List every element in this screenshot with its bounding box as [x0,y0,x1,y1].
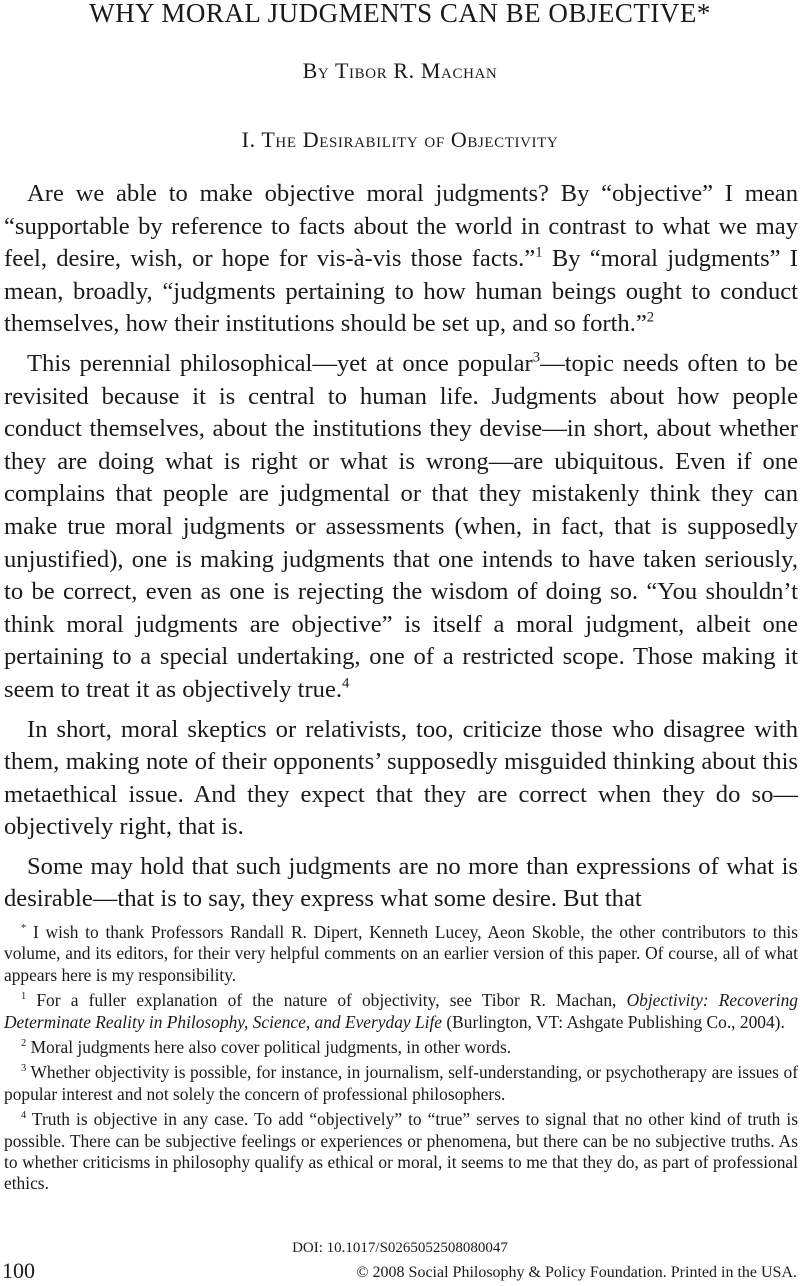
footnote-2-mark: 2 [21,1038,27,1050]
paragraph-2-text-b: —topic needs often to be revisited because it is central to human life. Judgments about how people conduct themselves, about the institutions they devise—in short, about whether they are doing what is right or what is wrong—are ubiquitous. Even if one complains that people are judgmental or that they mistakenly think they can make true moral judgments or assessments (when, in fact, that is supposedly unjustified), one is making judgments that one intends to have taken seriously, to be correct, even as one is rejecting the wisdom of doing so. “You shouldn’t think moral judgments are objective” is itself a moral judgment, albeit one pertaining to a special undertaking, one of a restricted scope. Those making it seem to treat it as objectively true. [4,349,798,703]
paragraph-1-text-b: By “moral judgments” I mean, broadly, “judgments pertaining to how human beings ought to conduct themselves, how their institutions should be set up, and so forth.” [4,245,799,338]
footnote-star-text: I wish to thank Professors Randall R. Dipert, Kenneth Lucey, Aeon Skoble, the other contributors to this volume, and its editors, for their very helpful comments on an earlier version of this paper. Of course, all of what appears here is my responsibility. [4,922,798,985]
footnote-ref-1[interactable]: 1 [535,244,543,261]
page-number: 100 [2,1258,35,1283]
footnote-3-text: Whether objectivity is possible, for instance, in journalism, self-understanding, or psychotherapy are issues of popular interest and not solely the concern of professional philosophers. [4,1062,798,1104]
paragraph-4: Some may hold that such judgments are no more than expressions of what is desirable—that is to say, they express what some desire. But that [4,852,798,913]
copyright-line: © 2008 Social Philosophy & Policy Foundation. Printed in the USA. [356,1264,797,1281]
doi-line[interactable]: DOI: 10.1017/S0265052508080047 [292,1240,508,1256]
footnote-4-mark: 4 [21,1110,27,1122]
footnote-4 [4,1109,798,1195]
footnote-2 [4,1037,798,1058]
paragraph-2 [4,348,798,707]
footnote-ref-3[interactable]: 3 [532,349,541,366]
footnote-ref-2[interactable]: 2 [646,309,655,326]
footnote-star-mark: * [21,923,27,935]
footnote-star [4,922,798,986]
footnote-3 [4,1062,798,1105]
footnote-4-text: Truth is objective in any case. To add “objectively” to “true” serves to signal that no other kind of truth is possible. There can be subjective feelings or experiences or phenomena, but there can be no subjective truths. As to whether criticisms in philosophy qualify as ethical or moral, it seems to me that they do, as part of professional ethics. [4,1109,798,1194]
paragraph-1-text-a: Are we able to make objective moral judgments? By “objective” I mean “supportable by reference to facts about the world in contrast to what we may feel, desire, wish, or hope for vis-à-vis those facts.” [4,180,798,273]
footnote-3-mark: 3 [21,1063,27,1075]
paragraph-3: In short, moral skeptics or relativists, too, criticize those who disagree with them, making note of their opponents’ supposedly misguided thinking about this metaethical issue. And they expect that they are correct when they do so—objectively right, that is. [4,715,798,841]
body-text [4,178,798,923]
article-title: WHY MORAL JUDGMENTS CAN BE OBJECTIVE* [89,0,711,28]
footnote-1-text-b: (Burlington, VT: Ashgate Publishing Co., 2004). [442,1011,785,1032]
footnote-1-book-title: Objectivity: Recovering Determinate Reality in Philosophy, Science, and Everyday Life [4,990,798,1032]
footnote-1-mark: 1 [21,991,27,1003]
section-heading: I. The Desirability of Objectivity [241,127,559,152]
author-byline: By Tibor R. Machan [302,58,498,83]
paragraph-1 [4,178,798,341]
paragraph-2-text-a: This perennial philosophical—yet at once popular [27,349,533,377]
footnote-1-text-a: For a fuller explanation of the nature of objectivity, see Tibor R. Machan, [26,990,627,1011]
footnote-1 [4,990,798,1033]
footnotes [4,922,798,1199]
footnote-2-text: Moral judgments here also cover political judgments, in other words. [26,1037,512,1058]
footnote-ref-4[interactable]: 4 [342,675,350,692]
